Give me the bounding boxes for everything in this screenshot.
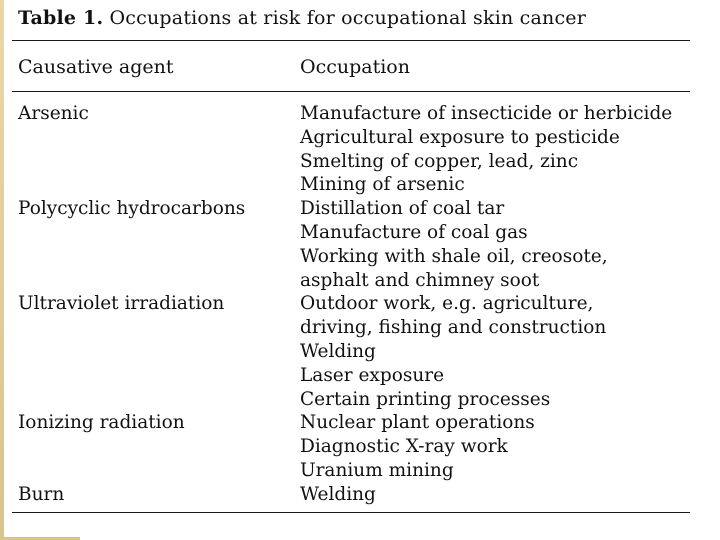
table-header-rule (12, 91, 690, 92)
table-row (18, 245, 690, 269)
table-row (18, 102, 690, 126)
occupation-cell: Manufacture of insecticide or herbicide (300, 103, 673, 124)
occupation-cell: Manufacture of coal gas (300, 221, 528, 243)
table-row (18, 292, 690, 316)
agent-cell: Ultraviolet irradiation (18, 293, 225, 315)
table-row (18, 150, 690, 174)
occupation-cell: Distillation of coal tar (300, 198, 505, 220)
occupation-cell: asphalt and chimney soot (300, 269, 540, 291)
table-row (18, 316, 690, 340)
table-row (18, 459, 690, 483)
column-header-agent: Causative agent (18, 56, 174, 78)
occupation-cell: Diagnostic X-ray work (300, 436, 508, 458)
occupation-cell: Mining of arsenic (300, 174, 465, 196)
table-bottom-rule (12, 512, 690, 513)
agent-cell: Burn (18, 483, 65, 505)
table-row (18, 340, 690, 364)
table-row (18, 173, 690, 197)
occupation-cell: Working with shale oil, creosote, (300, 245, 608, 267)
table-row (18, 364, 690, 388)
table-title-label: Table 1. (18, 7, 104, 29)
slide-left-border (0, 0, 4, 540)
table-title-text: Occupations at risk for occupational skin cancer (109, 7, 587, 29)
agent-cell: Arsenic (18, 103, 89, 124)
column-header-occupation: Occupation (300, 56, 410, 78)
occupations-table (18, 0, 690, 520)
occupation-cell: Uranium mining (300, 459, 454, 481)
occupation-cell: Nuclear plant operations (300, 412, 535, 434)
table-row (18, 483, 690, 507)
occupation-cell: Laser exposure (300, 364, 445, 386)
table-body (18, 102, 690, 507)
occupation-cell: Certain printing processes (300, 388, 551, 410)
occupation-cell: driving, fishing and construction (300, 317, 607, 339)
agent-cell: Polycyclic hydrocarbons (18, 198, 246, 220)
occupation-cell: Welding (300, 340, 376, 362)
table-row (18, 269, 690, 293)
occupation-cell: Welding (300, 483, 376, 505)
table-row (18, 388, 690, 412)
occupation-cell: Outdoor work, e.g. agriculture, (300, 293, 594, 315)
occupation-cell: Agricultural exposure to pesticide (300, 126, 620, 148)
agent-cell: Ionizing radiation (18, 412, 185, 434)
table-row (18, 411, 690, 435)
table-row (18, 221, 690, 245)
occupation-cell: Smelting of copper, lead, zinc (300, 150, 579, 172)
table-row (18, 435, 690, 459)
table-row (18, 126, 690, 150)
table-title (18, 7, 586, 29)
table-row (18, 197, 690, 221)
table-top-rule (12, 40, 690, 41)
